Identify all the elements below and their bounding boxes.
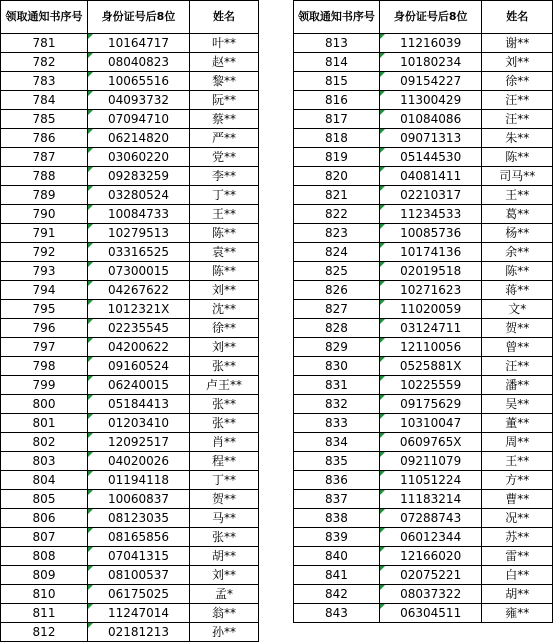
table-row (294, 110, 553, 129)
order-cell[interactable]: 820 (294, 167, 380, 186)
id-cell[interactable]: 11247014 (88, 604, 190, 623)
name-cell[interactable]: 肖** (190, 433, 259, 452)
order-cell[interactable]: 822 (294, 205, 380, 224)
id-cell[interactable]: 03280524 (88, 186, 190, 205)
table-row (1, 433, 259, 452)
name-cell[interactable]: 司马** (482, 167, 553, 186)
id-cell[interactable]: 04081411 (379, 167, 482, 186)
order-cell[interactable]: 803 (1, 452, 88, 471)
header-row (1, 1, 259, 34)
name-cell[interactable]: 谢** (482, 34, 553, 53)
name-cell[interactable]: 张** (190, 395, 259, 414)
table-row (294, 490, 553, 509)
name-cell[interactable]: 刘** (190, 566, 259, 585)
id-cell[interactable]: 11216039 (379, 34, 482, 53)
id-cell[interactable]: 10279513 (88, 224, 190, 243)
order-cell[interactable]: 799 (1, 376, 88, 395)
table-row (1, 414, 259, 433)
order-cell[interactable]: 800 (1, 395, 88, 414)
id-cell[interactable]: 10310047 (379, 414, 482, 433)
header-name: 姓名 (482, 1, 553, 34)
id-cell[interactable]: 11020059 (379, 300, 482, 319)
order-cell[interactable]: 818 (294, 129, 380, 148)
header-id: 身份证号后8位 (88, 1, 190, 34)
table-row (1, 509, 259, 528)
order-cell[interactable]: 809 (1, 566, 88, 585)
id-cell[interactable]: 09071313 (379, 129, 482, 148)
order-cell[interactable]: 832 (294, 395, 380, 414)
name-cell[interactable]: 余** (482, 243, 553, 262)
table-row (1, 566, 259, 585)
header-order: 领取通知书序号 (294, 1, 380, 34)
id-cell[interactable]: 01203410 (88, 414, 190, 433)
order-cell[interactable]: 834 (294, 433, 380, 452)
table-row (294, 262, 553, 281)
name-cell[interactable]: 陈** (190, 224, 259, 243)
name-cell[interactable]: 雍** (482, 604, 553, 623)
order-cell[interactable]: 835 (294, 452, 380, 471)
name-cell[interactable]: 陈** (190, 262, 259, 281)
table-row (294, 129, 553, 148)
order-cell[interactable]: 791 (1, 224, 88, 243)
order-cell[interactable]: 789 (1, 186, 88, 205)
order-cell[interactable]: 786 (1, 129, 88, 148)
order-cell[interactable]: 840 (294, 547, 380, 566)
id-cell[interactable]: 06012344 (379, 528, 482, 547)
order-cell[interactable]: 795 (1, 300, 88, 319)
id-cell[interactable]: 02210317 (379, 186, 482, 205)
id-cell[interactable]: 1012321X (88, 300, 190, 319)
table-row (294, 34, 553, 53)
name-cell[interactable]: 沈** (190, 300, 259, 319)
table-row (294, 338, 553, 357)
order-cell[interactable]: 811 (1, 604, 88, 623)
id-cell[interactable]: 10271623 (379, 281, 482, 300)
order-cell[interactable]: 815 (294, 72, 380, 91)
order-cell[interactable]: 783 (1, 72, 88, 91)
table-row (294, 243, 553, 262)
table-row (294, 547, 553, 566)
name-cell[interactable]: 刘** (190, 338, 259, 357)
order-cell[interactable]: 826 (294, 281, 380, 300)
id-cell[interactable]: 09160524 (88, 357, 190, 376)
id-cell[interactable]: 12110056 (379, 338, 482, 357)
table-row (294, 509, 553, 528)
id-cell[interactable]: 11051224 (379, 471, 482, 490)
order-cell[interactable]: 829 (294, 338, 380, 357)
name-cell[interactable]: 葛** (482, 205, 553, 224)
table-row (294, 224, 553, 243)
table-row (294, 604, 553, 623)
table-row (294, 53, 553, 72)
id-cell[interactable]: 08123035 (88, 509, 190, 528)
table-row (1, 547, 259, 566)
order-cell[interactable]: 798 (1, 357, 88, 376)
id-cell[interactable]: 04020026 (88, 452, 190, 471)
id-cell[interactable]: 09175629 (379, 395, 482, 414)
id-cell[interactable]: 02235545 (88, 319, 190, 338)
name-cell[interactable]: 徐** (190, 319, 259, 338)
name-cell[interactable]: 苏** (482, 528, 553, 547)
name-cell[interactable]: 吴** (482, 395, 553, 414)
id-cell[interactable]: 08100537 (88, 566, 190, 585)
name-cell[interactable]: 叶** (190, 34, 259, 53)
table-row (294, 319, 553, 338)
table-row (1, 224, 259, 243)
name-cell[interactable]: 丁** (190, 471, 259, 490)
order-cell[interactable]: 794 (1, 281, 88, 300)
name-cell[interactable]: 张** (190, 414, 259, 433)
order-cell[interactable]: 831 (294, 376, 380, 395)
id-cell[interactable]: 07300015 (88, 262, 190, 281)
order-cell[interactable]: 810 (1, 585, 88, 604)
table-row (294, 300, 553, 319)
table-row (1, 319, 259, 338)
name-cell[interactable]: 汪** (482, 91, 553, 110)
id-cell[interactable]: 08037322 (379, 585, 482, 604)
name-cell[interactable]: 贺** (190, 490, 259, 509)
order-cell[interactable]: 787 (1, 148, 88, 167)
table-row (1, 262, 259, 281)
right-table (293, 0, 553, 623)
table-row (1, 186, 259, 205)
right-table-body (294, 34, 553, 623)
order-cell[interactable]: 825 (294, 262, 380, 281)
table-row (294, 72, 553, 91)
name-cell[interactable]: 刘** (482, 53, 553, 72)
name-cell[interactable]: 朱** (482, 129, 553, 148)
id-cell[interactable]: 07094710 (88, 110, 190, 129)
id-cell[interactable]: 11300429 (379, 91, 482, 110)
id-cell[interactable]: 07041315 (88, 547, 190, 566)
id-cell[interactable]: 10174136 (379, 243, 482, 262)
name-cell[interactable]: 张** (190, 528, 259, 547)
order-cell[interactable]: 827 (294, 300, 380, 319)
id-cell[interactable]: 01084086 (379, 110, 482, 129)
table-row (1, 148, 259, 167)
order-cell[interactable]: 828 (294, 319, 380, 338)
id-cell[interactable]: 06240015 (88, 376, 190, 395)
name-cell[interactable]: 李** (190, 167, 259, 186)
order-cell[interactable]: 793 (1, 262, 88, 281)
order-cell[interactable]: 836 (294, 471, 380, 490)
header-row (294, 1, 553, 34)
order-cell[interactable]: 839 (294, 528, 380, 547)
name-cell[interactable]: 陈** (482, 262, 553, 281)
id-cell[interactable]: 09283259 (88, 167, 190, 186)
order-cell[interactable]: 802 (1, 433, 88, 452)
name-cell[interactable]: 方** (482, 471, 553, 490)
name-cell[interactable]: 陈** (482, 148, 553, 167)
table-row (1, 585, 259, 604)
table-row (1, 167, 259, 186)
id-cell[interactable]: 04093732 (88, 91, 190, 110)
id-cell[interactable]: 07288743 (379, 509, 482, 528)
name-cell[interactable]: 汪** (482, 357, 553, 376)
name-cell[interactable]: 丁** (190, 186, 259, 205)
name-cell[interactable]: 汪** (482, 110, 553, 129)
id-cell[interactable]: 12166020 (379, 547, 482, 566)
name-cell[interactable]: 赵** (190, 53, 259, 72)
id-cell[interactable]: 01194118 (88, 471, 190, 490)
name-cell[interactable]: 黎** (190, 72, 259, 91)
table-row (294, 414, 553, 433)
table-row (1, 357, 259, 376)
id-cell[interactable]: 02181213 (88, 623, 190, 642)
table-row (1, 604, 259, 623)
name-cell[interactable]: 胡** (190, 547, 259, 566)
id-cell[interactable]: 12092517 (88, 433, 190, 452)
name-cell[interactable]: 雷** (482, 547, 553, 566)
order-cell[interactable]: 797 (1, 338, 88, 357)
order-cell[interactable]: 830 (294, 357, 380, 376)
table-row (1, 471, 259, 490)
name-cell[interactable]: 孟* (190, 585, 259, 604)
name-cell[interactable]: 董** (482, 414, 553, 433)
id-cell[interactable]: 08165856 (88, 528, 190, 547)
order-cell[interactable]: 807 (1, 528, 88, 547)
name-cell[interactable]: 贺** (482, 319, 553, 338)
order-cell[interactable]: 824 (294, 243, 380, 262)
id-cell[interactable]: 10164717 (88, 34, 190, 53)
order-cell[interactable]: 792 (1, 243, 88, 262)
table-row (1, 338, 259, 357)
name-cell[interactable]: 曹** (482, 490, 553, 509)
table-row (294, 471, 553, 490)
table-row (1, 395, 259, 414)
id-cell[interactable]: 08040823 (88, 53, 190, 72)
id-cell[interactable]: 04200622 (88, 338, 190, 357)
order-cell[interactable]: 843 (294, 604, 380, 623)
id-cell[interactable]: 06175025 (88, 585, 190, 604)
table-row (1, 376, 259, 395)
id-cell[interactable]: 05144530 (379, 148, 482, 167)
table-row (1, 53, 259, 72)
id-cell[interactable]: 10085736 (379, 224, 482, 243)
name-cell[interactable]: 张** (190, 357, 259, 376)
id-cell[interactable]: 03060220 (88, 148, 190, 167)
table-row (294, 186, 553, 205)
order-cell[interactable]: 833 (294, 414, 380, 433)
name-cell[interactable]: 曾** (482, 338, 553, 357)
id-cell[interactable]: 11234533 (379, 205, 482, 224)
table-row (1, 243, 259, 262)
id-cell[interactable]: 0525881X (379, 357, 482, 376)
order-cell[interactable]: 781 (1, 34, 88, 53)
id-cell[interactable]: 09154227 (379, 72, 482, 91)
name-cell[interactable]: 杨** (482, 224, 553, 243)
name-cell[interactable]: 王** (482, 452, 553, 471)
name-cell[interactable]: 党** (190, 148, 259, 167)
header-id: 身份证号后8位 (379, 1, 482, 34)
table-row (294, 566, 553, 585)
id-cell[interactable]: 06214820 (88, 129, 190, 148)
order-cell[interactable]: 782 (1, 53, 88, 72)
id-cell[interactable]: 11183214 (379, 490, 482, 509)
table-row (1, 34, 259, 53)
id-cell[interactable]: 10065516 (88, 72, 190, 91)
left-table (0, 0, 259, 642)
order-cell[interactable]: 804 (1, 471, 88, 490)
name-cell[interactable]: 王** (190, 205, 259, 224)
order-cell[interactable]: 788 (1, 167, 88, 186)
name-cell[interactable]: 潘** (482, 376, 553, 395)
order-cell[interactable]: 842 (294, 585, 380, 604)
order-cell[interactable]: 816 (294, 91, 380, 110)
table-row (294, 528, 553, 547)
name-cell[interactable]: 翁** (190, 604, 259, 623)
id-cell[interactable]: 10060837 (88, 490, 190, 509)
name-cell[interactable]: 胡** (482, 585, 553, 604)
table-row (1, 205, 259, 224)
table-row (1, 129, 259, 148)
id-cell[interactable]: 06304511 (379, 604, 482, 623)
table-row (294, 148, 553, 167)
order-cell[interactable]: 790 (1, 205, 88, 224)
name-cell[interactable]: 白** (482, 566, 553, 585)
id-cell[interactable]: 02019518 (379, 262, 482, 281)
order-cell[interactable]: 841 (294, 566, 380, 585)
id-cell[interactable]: 04267622 (88, 281, 190, 300)
table-row (1, 281, 259, 300)
name-cell[interactable]: 蔡** (190, 110, 259, 129)
table-row (1, 300, 259, 319)
header-order: 领取通知书序号 (1, 1, 88, 34)
order-cell[interactable]: 805 (1, 490, 88, 509)
order-cell[interactable]: 785 (1, 110, 88, 129)
name-cell[interactable]: 文* (482, 300, 553, 319)
table-row (294, 281, 553, 300)
order-cell[interactable]: 838 (294, 509, 380, 528)
order-cell[interactable]: 784 (1, 91, 88, 110)
id-cell[interactable]: 10225559 (379, 376, 482, 395)
name-cell[interactable]: 严** (190, 129, 259, 148)
table-row (294, 452, 553, 471)
id-cell[interactable]: 10180234 (379, 53, 482, 72)
table-row (294, 376, 553, 395)
name-cell[interactable]: 阮** (190, 91, 259, 110)
table-row (294, 91, 553, 110)
name-cell[interactable]: 程** (190, 452, 259, 471)
order-cell[interactable]: 808 (1, 547, 88, 566)
name-cell[interactable]: 袁** (190, 243, 259, 262)
name-cell[interactable]: 况** (482, 509, 553, 528)
left-table-body (1, 34, 259, 642)
order-cell[interactable]: 821 (294, 186, 380, 205)
table-row (294, 585, 553, 604)
name-cell[interactable]: 孙** (190, 623, 259, 642)
name-cell[interactable]: 王** (482, 186, 553, 205)
id-cell[interactable]: 05184413 (88, 395, 190, 414)
name-cell[interactable]: 蒋** (482, 281, 553, 300)
table-row (294, 395, 553, 414)
table-row (1, 528, 259, 547)
order-cell[interactable]: 813 (294, 34, 380, 53)
order-cell[interactable]: 806 (1, 509, 88, 528)
table-row (294, 205, 553, 224)
id-cell[interactable]: 03124711 (379, 319, 482, 338)
id-cell[interactable]: 02075221 (379, 566, 482, 585)
table-row (294, 433, 553, 452)
order-cell[interactable]: 801 (1, 414, 88, 433)
name-cell[interactable]: 周** (482, 433, 553, 452)
order-cell[interactable]: 817 (294, 110, 380, 129)
id-cell[interactable]: 09211079 (379, 452, 482, 471)
table-row (1, 452, 259, 471)
table-row (1, 91, 259, 110)
table-row (1, 490, 259, 509)
table-row (1, 623, 259, 642)
order-cell[interactable]: 812 (1, 623, 88, 642)
header-name: 姓名 (190, 1, 259, 34)
table-row (1, 72, 259, 91)
order-cell[interactable]: 823 (294, 224, 380, 243)
id-cell[interactable]: 0609765X (379, 433, 482, 452)
id-cell[interactable]: 10084733 (88, 205, 190, 224)
table-row (294, 357, 553, 376)
table-row (294, 167, 553, 186)
name-cell[interactable]: 刘** (190, 281, 259, 300)
order-cell[interactable]: 796 (1, 319, 88, 338)
name-cell[interactable]: 卢王** (190, 376, 259, 395)
order-cell[interactable]: 814 (294, 53, 380, 72)
name-cell[interactable]: 徐** (482, 72, 553, 91)
table-row (1, 110, 259, 129)
order-cell[interactable]: 819 (294, 148, 380, 167)
name-cell[interactable]: 马** (190, 509, 259, 528)
id-cell[interactable]: 03316525 (88, 243, 190, 262)
order-cell[interactable]: 837 (294, 490, 380, 509)
